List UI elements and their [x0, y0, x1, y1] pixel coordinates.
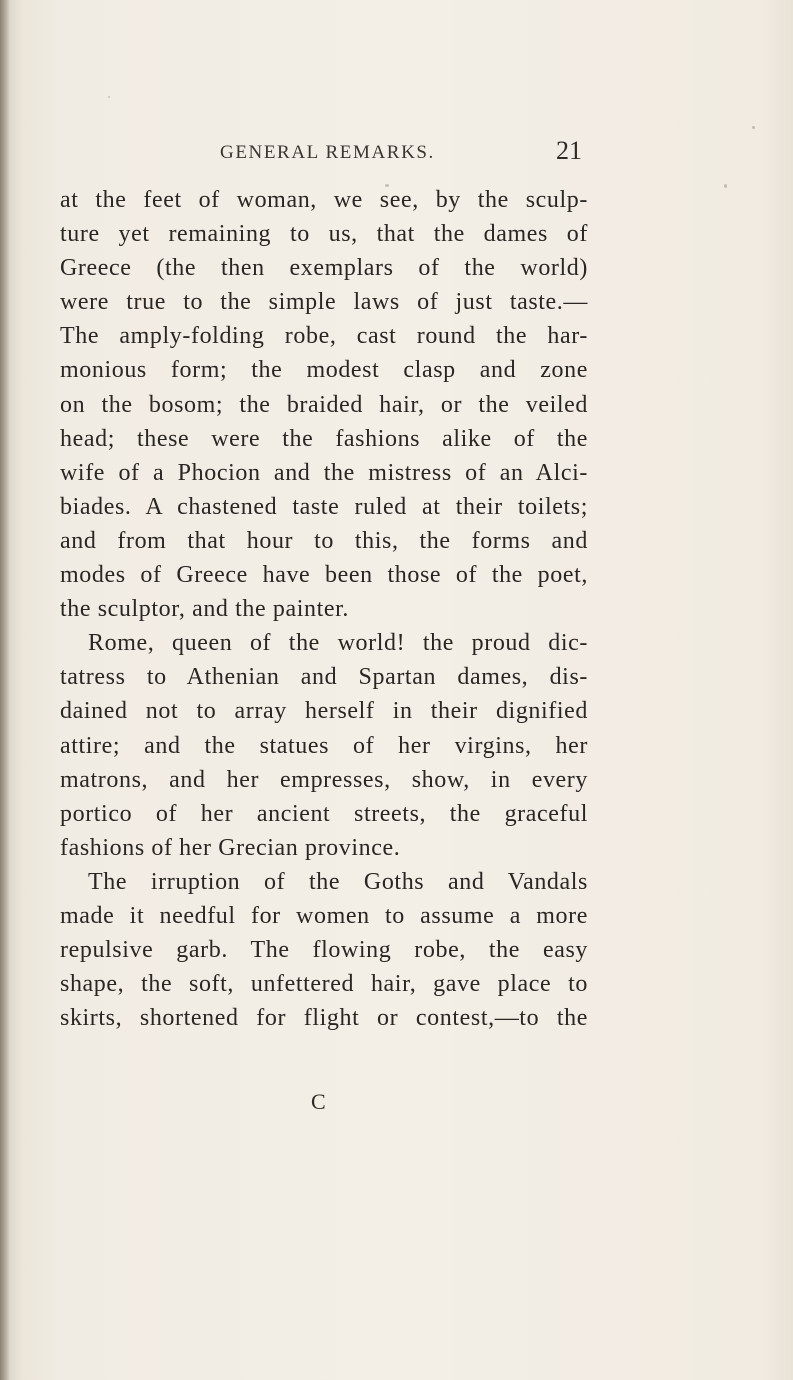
- text-line: skirts, shortened for flight or contest,—to the: [60, 1005, 588, 1032]
- text-line: Rome, queen of the world! the proud dic-: [88, 630, 588, 657]
- page-gutter-shadow: [0, 0, 10, 1380]
- text-line: repulsive garb. The flowing robe, the easy: [60, 937, 588, 964]
- running-head: GENERAL REMARKS.: [220, 142, 435, 163]
- text-line: at the feet of woman, we see, by the sculp-: [60, 187, 588, 213]
- text-line: wife of a Phocion and the mistress of an Alci-: [60, 459, 588, 486]
- text-line: matrons, and her empresses, show, in every: [60, 766, 588, 793]
- text-line: The irruption of the Goths and Vandals: [88, 868, 588, 895]
- text-line: dained not to array herself in their dignified: [60, 698, 588, 725]
- text-line: attire; and the statues of her virgins, her: [60, 732, 588, 759]
- text-line: on the bosom; the braided hair, or the veiled: [60, 391, 588, 418]
- text-line: shape, the soft, unfettered hair, gave place to: [60, 971, 588, 998]
- text-line: fashions of her Grecian province.: [60, 834, 401, 861]
- text-line: portico of her ancient streets, the graceful: [60, 800, 588, 827]
- text-line: biades. A chastened taste ruled at their toilets;: [60, 493, 588, 520]
- text-line: ture yet remaining to us, that the dames of: [60, 221, 588, 248]
- text-line: modes of Greece have been those of the poet,: [60, 562, 588, 589]
- text-line: the sculptor, and the painter.: [60, 596, 349, 623]
- text-line: made it needful for women to assume a more: [60, 902, 588, 929]
- text-line: monious form; the modest clasp and zone: [60, 357, 588, 384]
- body-text: [60, 183, 588, 1035]
- page-number: 21: [556, 136, 582, 165]
- text-line: The amply-folding robe, cast round the har-: [60, 323, 588, 350]
- text-line: and from that hour to this, the forms and: [60, 527, 588, 554]
- text-line: were true to the simple laws of just taste.—: [60, 289, 588, 316]
- signature-mark: C: [311, 1089, 326, 1114]
- text-line: Greece (the then exemplars of the world): [60, 255, 588, 282]
- text-line: head; these were the fashions alike of the: [60, 425, 588, 452]
- page-header: [220, 136, 600, 170]
- text-line: tatress to Athenian and Spartan dames, dis-: [60, 664, 588, 691]
